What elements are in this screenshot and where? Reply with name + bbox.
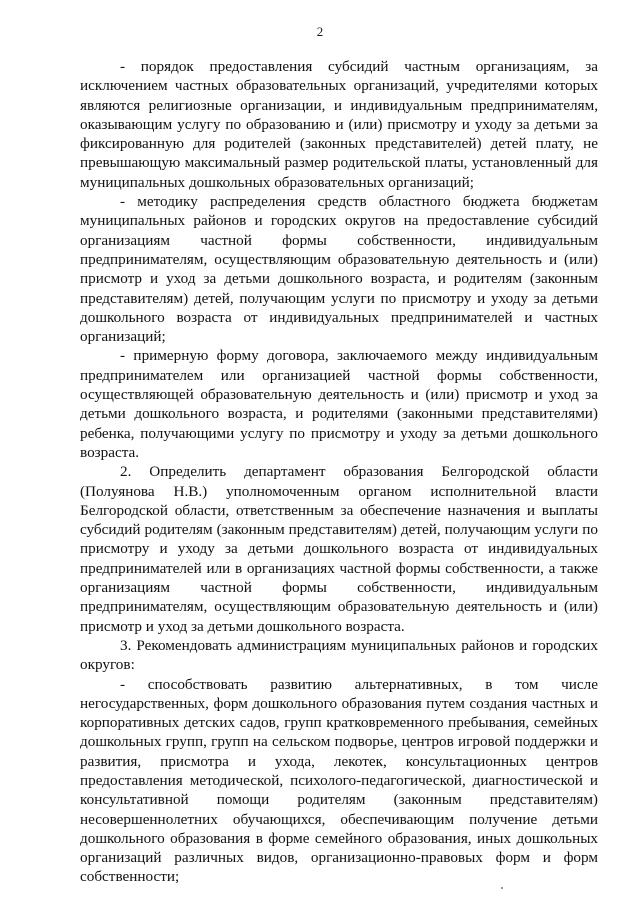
paragraph-item-3: 3. Рекомендовать администрациям муниципальных районов и городских округов: bbox=[80, 636, 598, 674]
document-body bbox=[80, 57, 598, 887]
paragraph-item-2: 2. Определить департамент образования Белгородской области (Полуянова Н.В.) уполномоченным органом исполнительной власти Белгородской области, ответственным за обеспечение назначения и выплаты субсидий родителям (законным представителям) детей, получающим услуги по присмотру и уходу за детьми дошкольного возраста от индивидуальных предпринимателей или в организациях частной формы собственности, а также организациям частной формы собственности, индивидуальным предпринимателям, осуществляющим образовательную деятельность и (или) присмотр и уход за детьми дошкольного возраста. bbox=[80, 463, 598, 635]
paragraph-contract-form: - примерную форму договора, заключаемого между индивидуальным предпринимателем или организацией частной формы собственности, осуществляющей образовательную деятельность и (или) присмотр и уход за детьми дошкольного возраста, и родителями (законными представителями) ребенка, получающими услугу по присмотру и уходу за детьми дошкольного возраста. bbox=[80, 347, 598, 461]
paragraph-subsidy-procedure: - порядок предоставления субсидий частным организациям, за исключением частных образовательных организаций, учредителями которых являются религиозные организации, и индивидуальным предпринимателям, оказывающим услугу по образованию и (или) присмотру и уходу за детьми за фиксированную для родителей (законных представителей) детей плату, не превышающую максимальный размер родительской платы, установленный для муниципальных дошкольных образовательных организаций; bbox=[80, 58, 598, 191]
paragraph-distribution-method: - методику распределения средств областного бюджета бюджетам муниципальных районов и городских округов на предоставление субсидий организациям частной формы собственности, индивидуальным предпринимателям, осуществляющим образовательную деятельность и (или) присмотр и уход за детьми дошкольного возраста, и родителям (законным представителям) детей, получающим услуги по присмотру и уходу за детьми дошкольного возраста от индивидуальных предпринимателей и частных организаций; bbox=[80, 193, 598, 346]
paragraph-alternative-forms: - способствовать развитию альтернативных, в том числе негосударственных, форм дошкольного образования путем создания частных и корпоративных детских садов, групп кратковременного пребывания, семейных дошкольных групп, групп на сельском подворье, центров игровой поддержки и развития, присмотра и ухода, лекотек, консультационных центров предоставления методической, психолого-педагогической, диагностической и консультативной помощи родителям (законным представителям) несовершеннолетних обучающихся, обеспечивающим получение детьми дошкольного образования в форме семейного образования, иных дошкольных организаций различных видов, организационно-правовых форм и форм собственности; bbox=[80, 675, 598, 886]
scan-speck bbox=[501, 887, 503, 889]
page-number: 2 bbox=[316, 24, 324, 39]
